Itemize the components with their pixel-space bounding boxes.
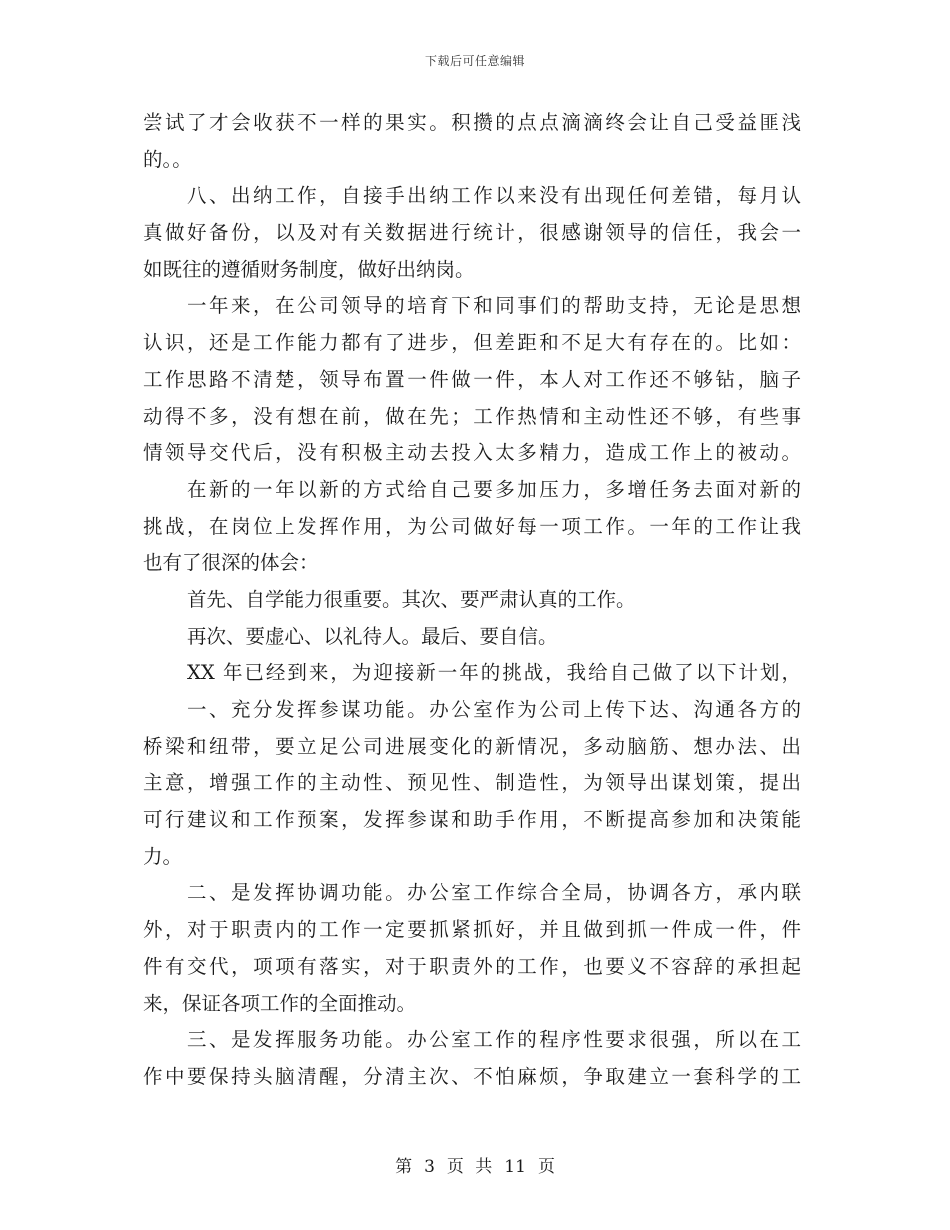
- text-line: 件有交代，项项有落实，对于职责外的工作，也要义不容辞的承担起: [143, 954, 801, 978]
- text-line: 在新的一年以新的方式给自己要多加压力，多增任务去面对新的: [187, 477, 801, 501]
- text-line: 尝试了才会收获不一样的果实。积攒的点点滴滴终会让自己受益匪浅: [143, 111, 801, 134]
- text-line: 一、充分发挥参谋功能。办公室作为公司上传下达、沟通各方的: [187, 698, 801, 721]
- text-line: 如既往的遵循财务制度，做好出纳岗。: [143, 257, 475, 281]
- text-line: 真做好备份，以及对有关数据进行统计，很感谢领导的信任，我会一: [143, 221, 801, 245]
- text-line: 的。。: [143, 147, 192, 171]
- text-line: 外，对于职责内的工作一定要抓紧抓好，并且做到抓一件成一件，件: [143, 918, 801, 942]
- text-line: 可行建议和工作预案，发挥参谋和助手作用，不断提高参加和决策能: [143, 808, 801, 832]
- text-line: 三、是发挥服务功能。办公室工作的程序性要求很强，所以在工: [187, 1028, 801, 1052]
- text-line: 认识，还是工作能力都有了进步，但差距和不足大有存在的。比如：: [143, 331, 801, 355]
- text-line: 力。: [143, 844, 183, 868]
- footer-total-pages: 11: [504, 1157, 526, 1177]
- document-body: [143, 105, 801, 1096]
- footer-page-number: 3: [424, 1157, 435, 1177]
- page-header: 下载后可任意编辑: [424, 54, 525, 68]
- text-line: 主意，增强工作的主动性、预见性、制造性，为领导出谋划策，提出: [143, 771, 801, 795]
- page-footer: [0, 1152, 950, 1177]
- text-line: XX 年已经到来，为迎接新一年的挑战，我给自己做了以下计划，: [187, 661, 801, 685]
- footer-prefix: 第: [395, 1157, 413, 1177]
- text-line: 八、出纳工作，自接手出纳工作以来没有出现任何差错，每月认: [187, 184, 801, 208]
- text-line: 桥梁和纽带，要立足公司进展变化的新情况，多动脑筋、想办法、出: [143, 734, 801, 758]
- text-line: 一年来，在公司领导的培育下和同事们的帮助支持，无论是思想: [187, 294, 801, 318]
- text-line: 作中要保持头脑清醒，分清主次、不怕麻烦，争取建立一套科学的工: [143, 1064, 801, 1088]
- text-line: 首先、自学能力很重要。其次、要严肃认真的工作。: [187, 587, 636, 611]
- footer-middle: 页 共: [446, 1157, 493, 1177]
- text-line: 动得不多，没有想在前，做在先；工作热情和主动性还不够，有些事: [143, 404, 801, 428]
- text-line: 来，保证各项工作的全面推动。: [143, 991, 417, 1015]
- footer-suffix: 页: [537, 1157, 555, 1177]
- text-line: 再次、要虚心、以礼待人。最后、要自信。: [187, 624, 558, 648]
- text-line: 工作思路不清楚，领导布置一件做一件，本人对工作还不够钻，脑子: [143, 367, 801, 391]
- text-line: 也有了很深的体会：: [143, 551, 319, 575]
- text-line: 挑战，在岗位上发挥作用，为公司做好每一项工作。一年的工作让我: [143, 514, 801, 538]
- text-line: 情领导交代后，没有积极主动去投入太多精力，造成工作上的被动。: [143, 441, 801, 465]
- text-line: 二、是发挥协调功能。办公室工作综合全局，协调各方，承内联: [187, 881, 801, 905]
